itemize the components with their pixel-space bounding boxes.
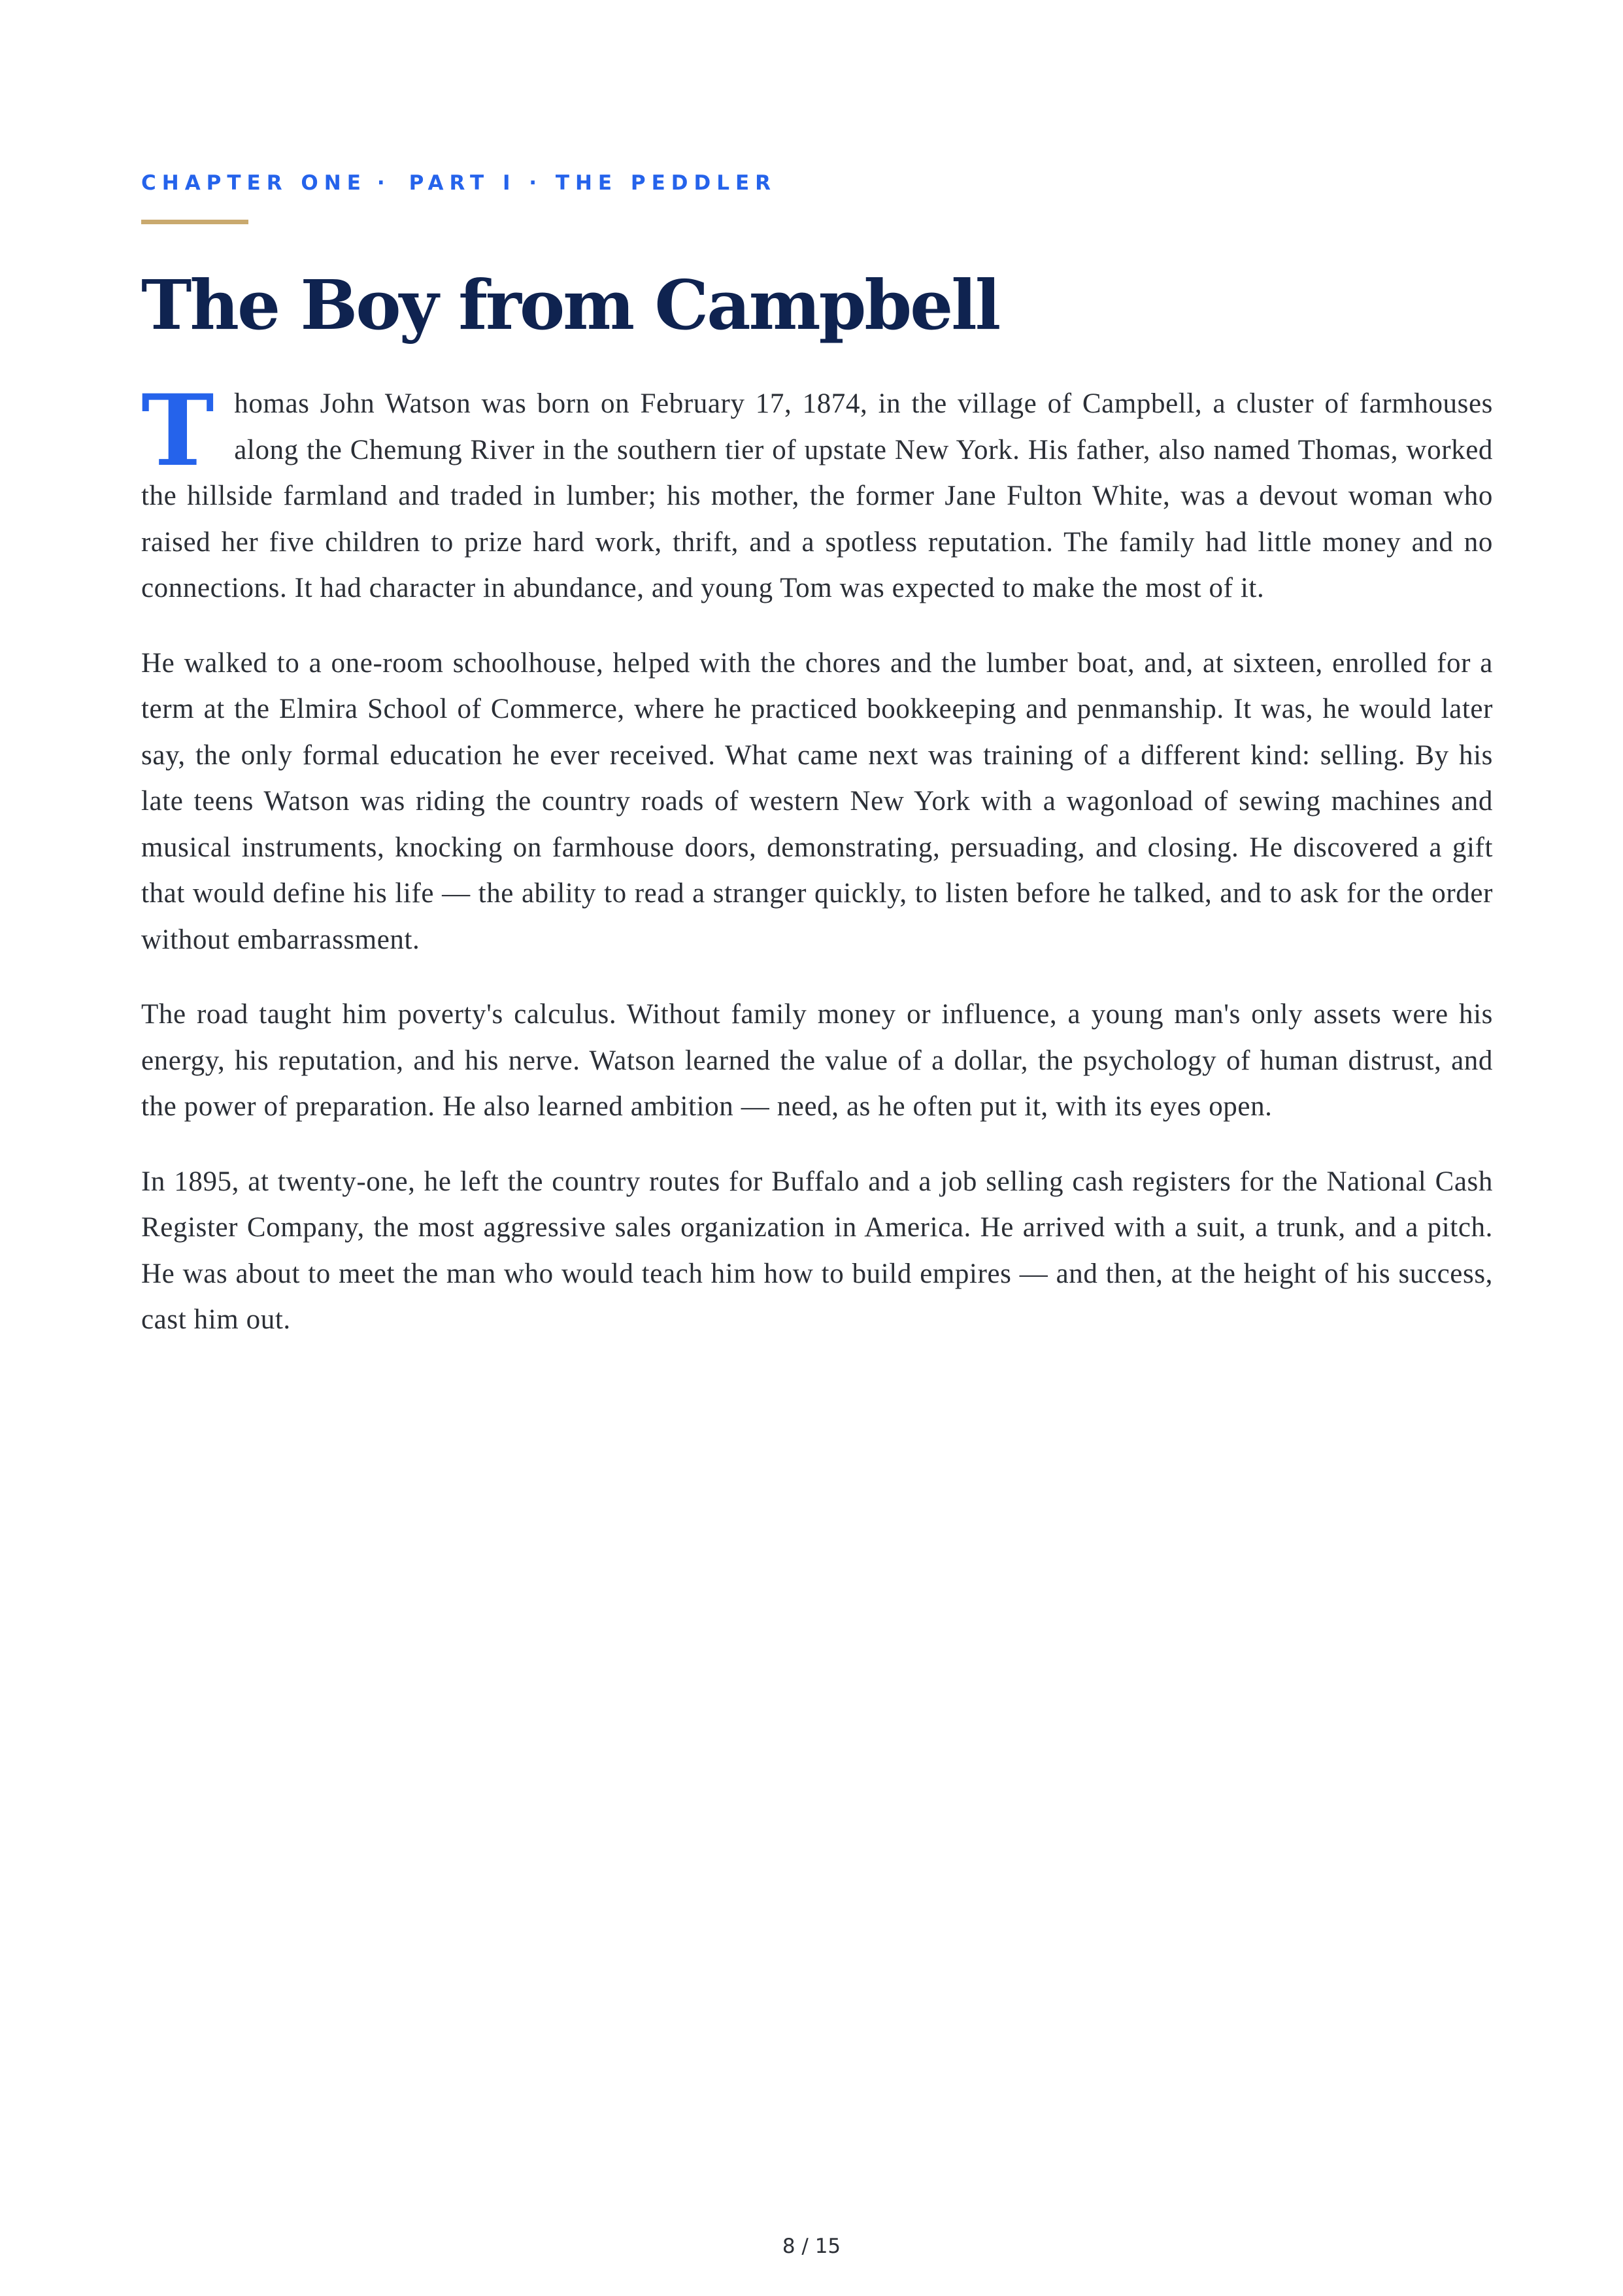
accent-rule	[141, 220, 248, 224]
kicker-separator: ·	[376, 171, 391, 195]
part-label: PART I · THE PEDDLER	[409, 171, 777, 195]
chapter-body	[141, 373, 1493, 1372]
paragraph-1	[141, 373, 1493, 612]
chapter-title: The Boy from Campbell	[141, 265, 999, 345]
paragraph-4: In 1895, at twenty-one, he left the country routes for Buffalo and a job selling cash registers for the National Cash Register Company, the most aggressive sales organization in America. He arrived with a suit, a trunk, and a pitch. He was about to meet the man who would teach him how to build empires — and then, at the height of his success, cast him out.	[141, 1166, 1493, 1335]
chapter-label: CHAPTER ONE	[141, 171, 367, 195]
paragraph-2: He walked to a one-room schoolhouse, helped with the chores and the lumber boat, and, at sixteen, enrolled for a term at the Elmira School of Commerce, where he practiced bookkeeping and penmanship. It was, he would later say, the only formal education he ever received. What came next was training of a different kind: selling. By his late teens Watson was riding the country roads of western New York with a wagonload of sewing machines and musical instruments, knocking on farmhouse doors, demonstrating, persuading, and closing. He discovered a gift that would define his life — the ability to read a stranger quickly, to listen before he talked, and to ask for the order without embarrassment.	[141, 647, 1493, 955]
paragraph-3: The road taught him poverty's calculus. Without family money or influence, a young man's only assets were his energy, his reputation, and his nerve. Watson learned the value of a dollar, the psychology of human distrust, and the power of preparation. He also learned ambition — need, as he often put it, with its eyes open.	[141, 999, 1493, 1122]
chapter-kicker	[141, 171, 777, 195]
paragraph-text: homas John Watson was born on February 17, 1874, in the village of Campbell, a cluster of farmhouses along the Chemung River in the southern tier of upstate New York. His father, also named Thomas, worked the hillside farmland and traded in lumber; his mother, the former Jane Fulton White, was a devout woman who raised her five children to prize hard work, thrift, and a spotless reputation. The family had little money and no connections. It had character in abundance, and young Tom was expected to make the most of it.	[141, 388, 1493, 603]
document-page	[141, 0, 1493, 2296]
drop-cap: T	[141, 373, 215, 488]
page-number: 8 / 15	[782, 2235, 841, 2258]
